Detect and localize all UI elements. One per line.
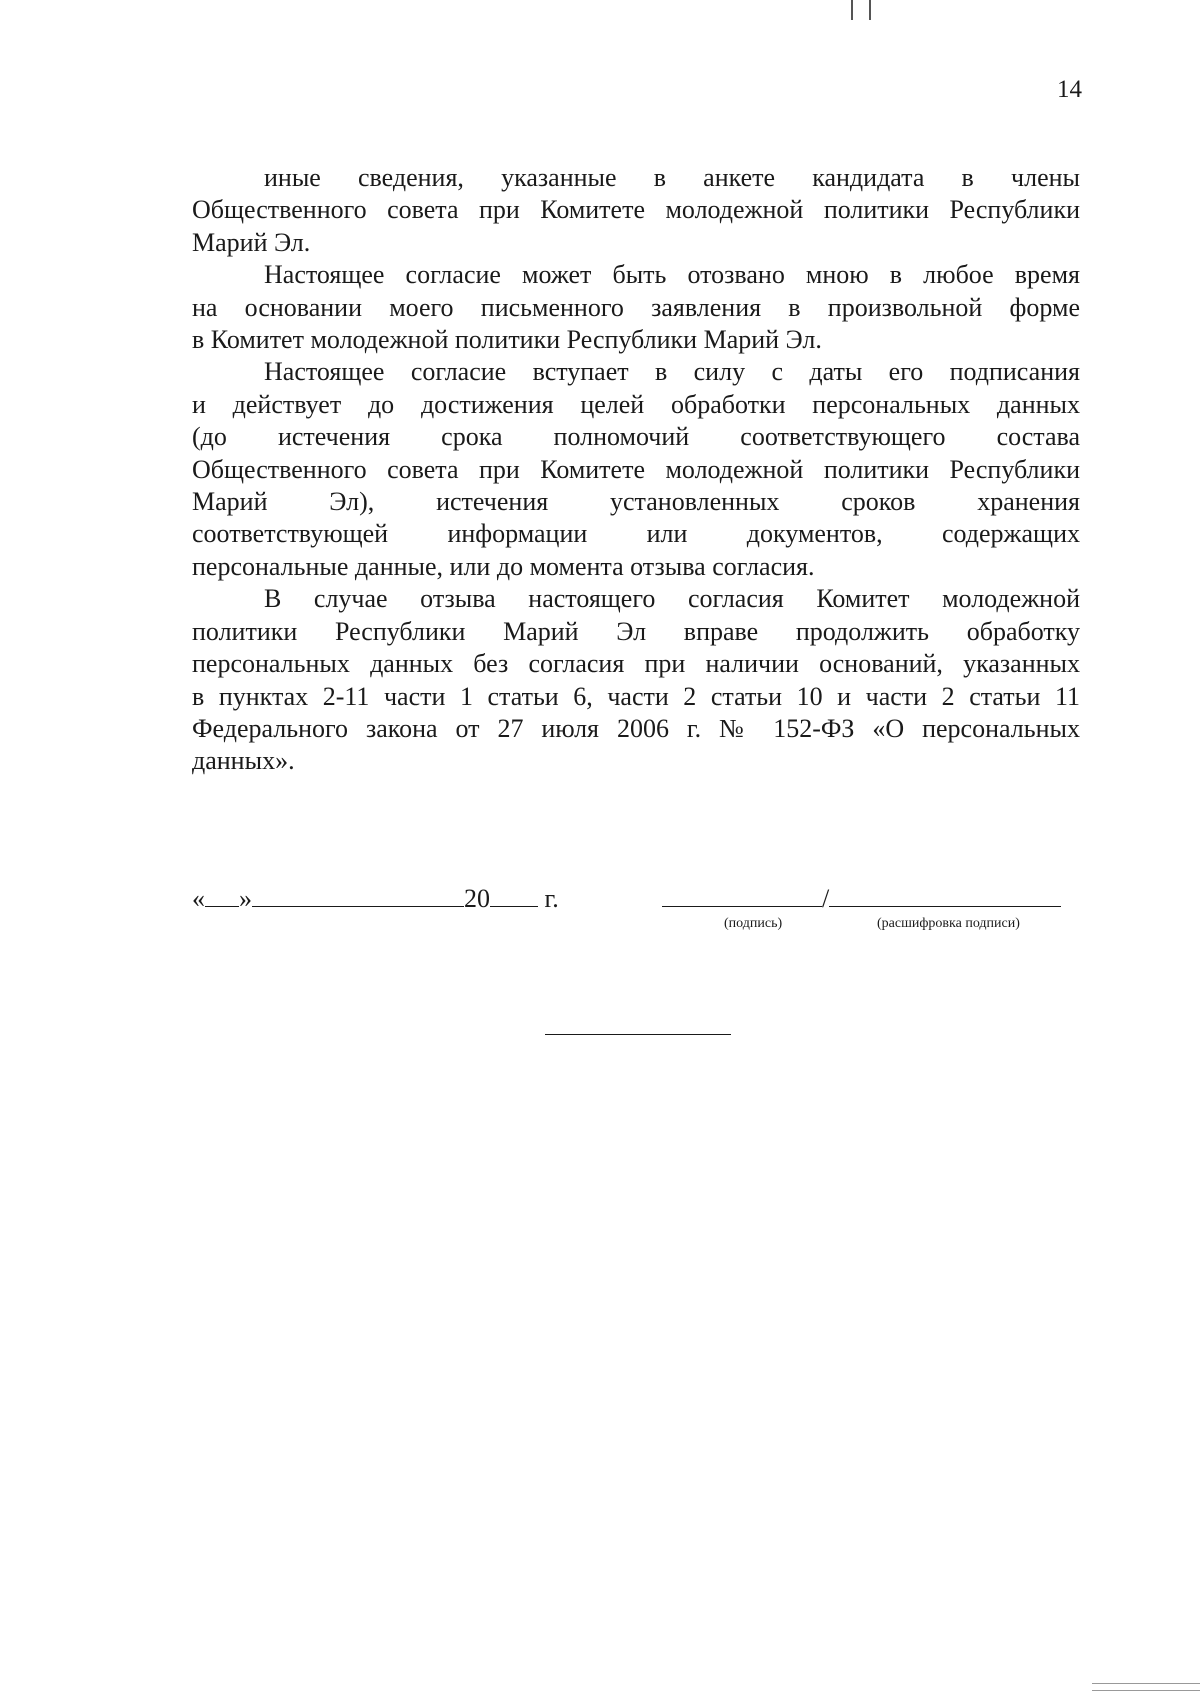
text-line: данных».: [192, 746, 295, 776]
text-line: персональных данных без согласия при наличии оснований, указанных: [192, 649, 1080, 679]
text-line: на основании моего письменного заявления в произвольной форме: [192, 292, 1080, 322]
end-divider: [545, 1034, 731, 1035]
text-line: соответствующей информации или документов, содержащих: [192, 519, 1080, 549]
text-line: Общественного совета при Комитете молодежной политики Республики: [192, 195, 1080, 225]
signature-blank: [662, 880, 822, 907]
paragraph-1: [192, 162, 1080, 259]
paragraph-2: [192, 259, 1080, 356]
year-blank: [490, 880, 538, 907]
year-prefix: 20: [464, 884, 490, 913]
scan-edge-line: [1092, 1683, 1200, 1684]
text-line: иные сведения, указанные в анкете кандидата в члены: [264, 163, 1080, 192]
text-line: Марий Эл.: [192, 227, 311, 257]
document-body: [192, 162, 1080, 778]
year-suffix: г.: [544, 884, 559, 913]
signature-decoding-caption: (расшифровка подписи): [877, 916, 1020, 931]
paragraph-4: [192, 583, 1080, 777]
text-line: Марий Эл), истечения установленных сроков хранения: [192, 487, 1080, 517]
text-line: Общественного совета при Комитете молодежной политики Республики: [192, 454, 1080, 484]
text-line: политики Республики Марий Эл вправе продолжить обработку: [192, 616, 1080, 646]
text-line: в пунктах 2-11 части 1 статьи 6, части 2 статьи 10 и части 2 статьи 11: [192, 681, 1080, 711]
text-line: в Комитет молодежной политики Республики Марий Эл.: [192, 325, 822, 355]
signature-field: [662, 880, 1061, 914]
page-number: 14: [1057, 76, 1082, 103]
text-line: В случае отзыва настоящего согласия Комитет молодежной: [264, 584, 1080, 614]
close-quote: »: [239, 884, 252, 913]
text-line: и действует до достижения целей обработки персональных данных: [192, 389, 1080, 419]
text-line: Настоящее согласие вступает в силу с даты его подписания: [264, 357, 1080, 387]
signature-section: [192, 880, 1072, 940]
date-field: [192, 880, 559, 914]
day-blank: [205, 880, 239, 907]
text-line: (до истечения срока полномочий соответствующего состава: [192, 422, 1080, 452]
scan-mark: [851, 0, 853, 20]
signature-separator: /: [822, 884, 830, 913]
paragraph-3: [192, 356, 1080, 583]
open-quote: «: [192, 884, 205, 913]
text-line: Федерального закона от 27 июля 2006 г. № 152-ФЗ «О персональных: [192, 713, 1080, 743]
text-line: персональные данные, или до момента отзыва согласия.: [192, 551, 815, 581]
signature-decoding-blank: [829, 880, 1061, 907]
scan-mark: [869, 0, 871, 20]
month-blank: [252, 880, 464, 907]
scan-edge-line: [1092, 1690, 1200, 1691]
text-line: Настоящее согласие может быть отозвано мною в любое время: [264, 260, 1080, 290]
signature-caption: (подпись): [724, 916, 783, 931]
